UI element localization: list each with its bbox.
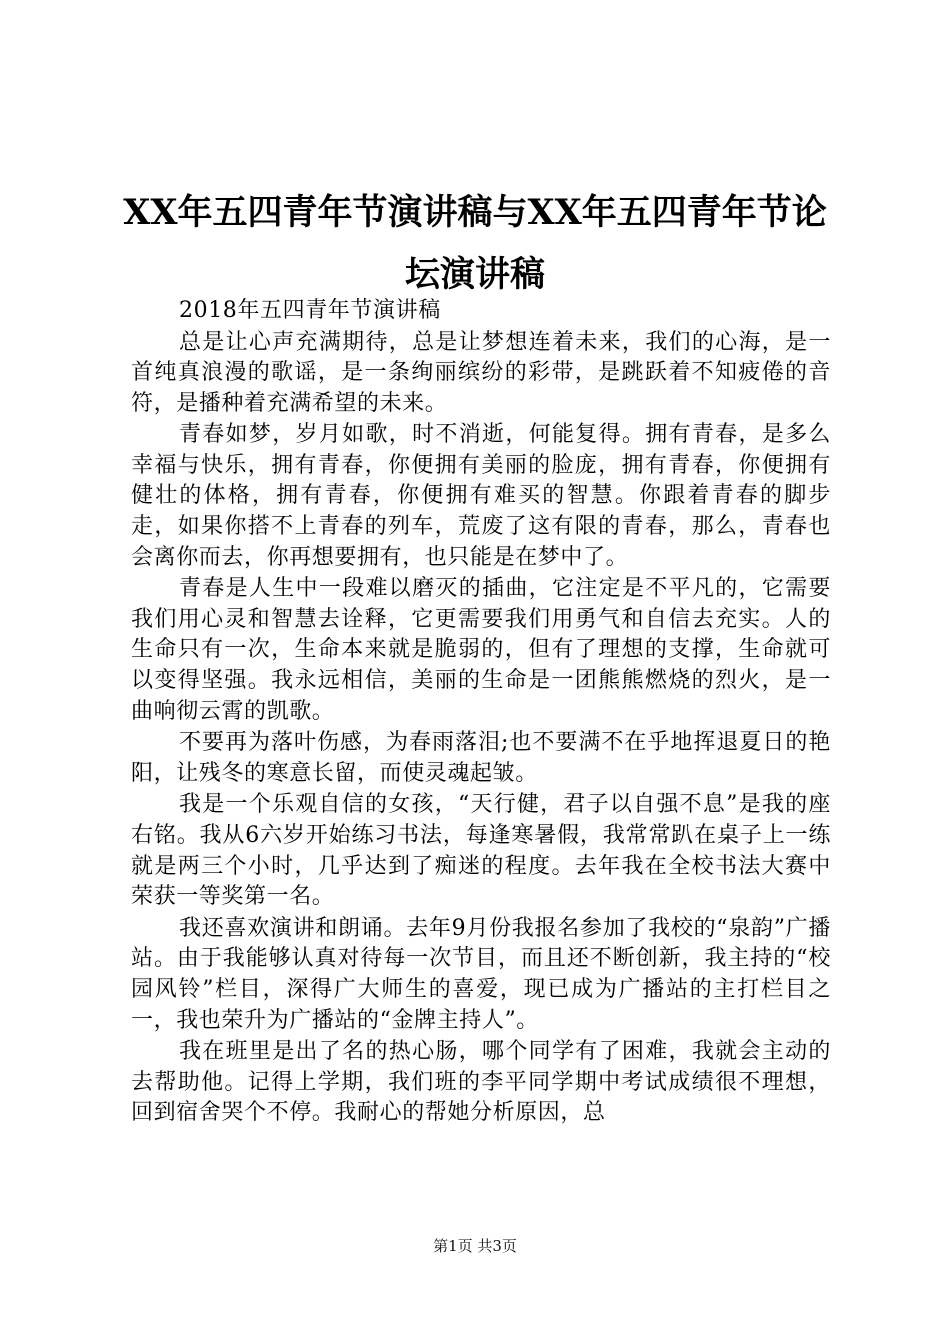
document-subtitle: 2018年五四青年节演讲稿 bbox=[179, 298, 441, 323]
paragraph: 我在班里是出了名的热心肠，哪个同学有了困难，我就会主动的去帮助他。记得上学期，我们班的李平同学期中考试成绩很不理想，回到宿舍哭个不停。我耐心的帮她分析原因，总 bbox=[131, 1039, 831, 1126]
paragraph: 不要再为落叶伤感，为春雨落泪;也不要满不在乎地挥退夏日的艳阳，让残冬的寒意长留，而使灵魂起皱。 bbox=[131, 730, 831, 786]
document-body bbox=[131, 296, 831, 1130]
paragraph: 总是让心声充满期待，总是让梦想连着未来，我们的心海，是一首纯真浪漫的歌谣，是一条绚丽缤纷的彩带，是跳跃着不知疲倦的音符，是播种着充满希望的未来。 bbox=[131, 329, 831, 416]
paragraph: 青春是人生中一段难以磨灭的插曲，它注定是不平凡的，它需要我们用心灵和智慧去诠释，它更需要我们用勇气和自信去充实。人的生命只有一次，生命本来就是脆弱的，但有了理想的支撑，生命就可以变得坚强。我永远相信，美丽的生命是一团熊熊燃烧的烈火，是一曲响彻云霄的凯歌。 bbox=[131, 576, 831, 724]
document-title: XX年五四青年节演讲稿与XX年五四青年节论坛演讲稿 bbox=[123, 192, 827, 295]
page-footer: 第1页 共3页 bbox=[433, 1237, 517, 1255]
paragraph: 我还喜欢演讲和朗诵。去年9月份我报名参加了我校的“泉韵”广播站。由于我能够认真对待每一次节目，而且还不断创新，我主持的“校园风铃”栏目，深得广大师生的喜爱，现已成为广播站的主打栏目之一，我也荣升为广播站的“金牌主持人”。 bbox=[131, 915, 831, 1033]
paragraph: 青春如梦，岁月如歌，时不消逝，何能复得。拥有青春，是多么幸福与快乐，拥有青春，你便拥有美丽的脸庞，拥有青春，你便拥有健壮的体格，拥有青春，你便拥有难买的智慧。你跟着青春的脚步走，如果你搭不上青春的列车，荒废了这有限的青春，那么，青春也会离你而去，你再想要拥有，也只能是在梦中了。 bbox=[131, 422, 831, 570]
paragraph: 我是一个乐观自信的女孩，“天行健，君子以自强不息”是我的座右铭。我从6六岁开始练习书法，每逢寒暑假，我常常趴在桌子上一练就是两三个小时，几乎达到了痴迷的程度。去年我在全校书法大赛中荣获一等奖第一名。 bbox=[131, 792, 831, 910]
